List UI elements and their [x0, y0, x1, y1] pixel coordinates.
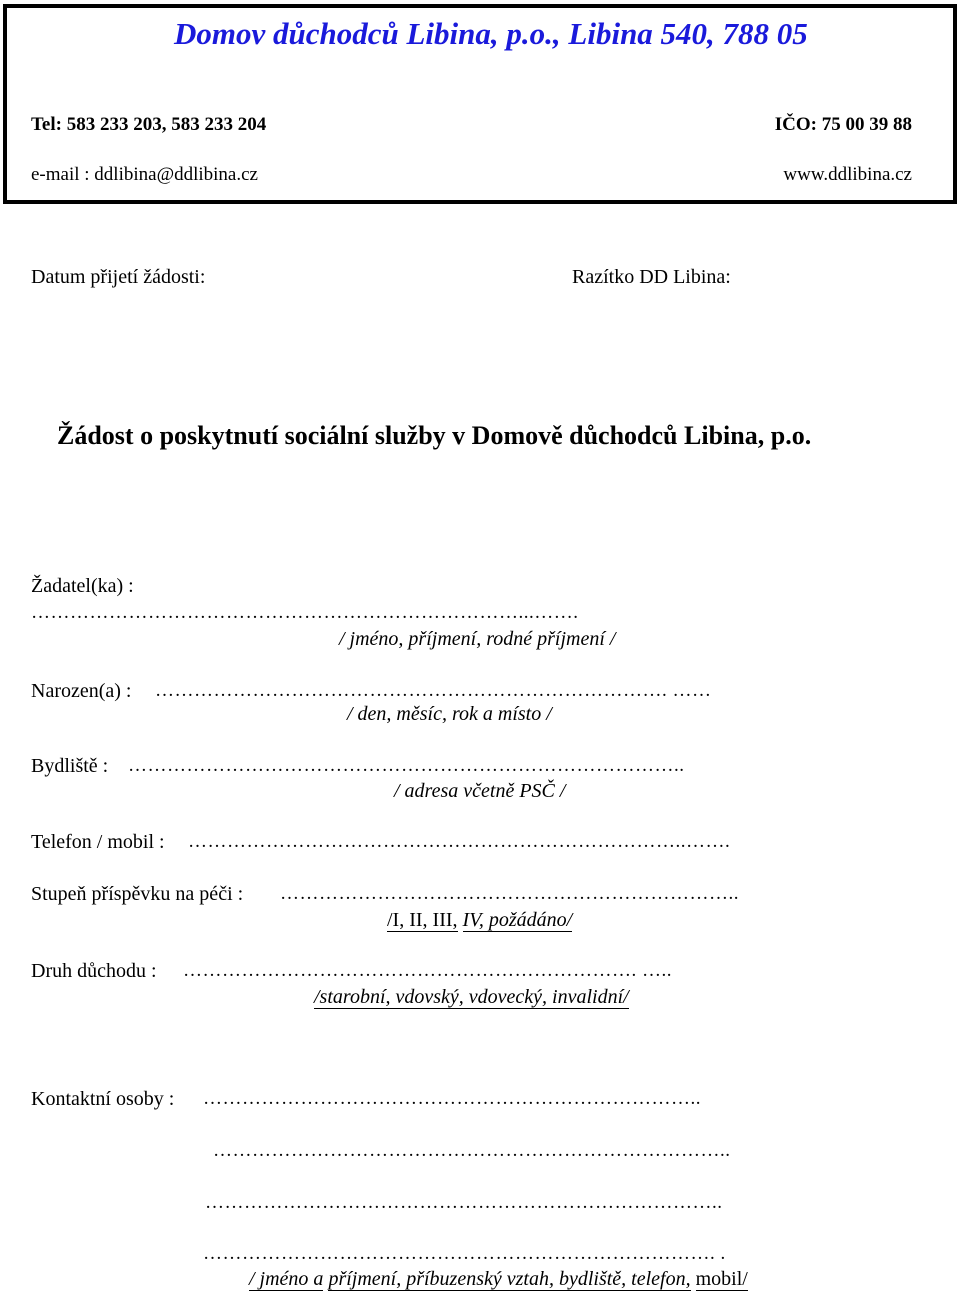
header-email: e-mail : ddlibina@ddlibina.cz: [31, 164, 258, 185]
care-hint-prefix: /I, II, III,: [387, 909, 458, 931]
born-label: Narozen(a) :: [31, 680, 132, 702]
organization-name: Domov důchodců Libina, p.o., Libina 540, 788 05: [174, 16, 808, 51]
phone-field[interactable]: …………………………………………………………………..…….: [188, 831, 731, 852]
contacts-hint: [249, 1268, 748, 1291]
contacts-field-3[interactable]: ……………………………………………………………………..: [205, 1192, 723, 1213]
residence-label: Bydliště :: [31, 755, 109, 777]
header-website: www.ddlibina.cz: [783, 164, 912, 185]
applicant-field[interactable]: …………………………………………………………………...…….: [31, 602, 579, 623]
born-hint: / den, měsíc, rok a místo /: [347, 703, 552, 725]
date-received-label: Datum přijetí žádosti:: [31, 266, 206, 288]
pension-label: Druh důchodu :: [31, 960, 157, 982]
contacts-field-4[interactable]: ……………………………………………………………………. .: [203, 1243, 726, 1264]
header-ico: IČO: 75 00 39 88: [774, 114, 912, 135]
pension-field[interactable]: ……………………………………………………………. …..: [183, 960, 672, 981]
residence-field[interactable]: …………………………………………………………………………..: [128, 755, 685, 776]
residence-hint: / adresa včetně PSČ /: [394, 780, 566, 802]
pension-hint-text: /starobní, vdovský, vdovecký, invalidní/: [314, 986, 629, 1008]
contacts-hint-part1: / jméno a: [249, 1268, 324, 1290]
care-allowance-label: Stupeň příspěvku na péči :: [31, 883, 244, 905]
contacts-label: Kontaktní osoby :: [31, 1088, 175, 1110]
applicant-hint: / jméno, příjmení, rodné příjmení /: [339, 628, 616, 650]
contacts-field-1[interactable]: …………………………………………………………………..: [203, 1088, 701, 1109]
contacts-hint-part3: mobil/: [695, 1268, 748, 1290]
care-allowance-hint: [387, 909, 572, 932]
header-phone: Tel: 583 233 203, 583 233 204: [31, 114, 267, 135]
applicant-label: Žadatel(ka) :: [31, 575, 134, 597]
born-field[interactable]: ……………………………………………………………………. ……: [155, 680, 712, 701]
care-hint-italic: IV, požádáno/: [462, 909, 573, 931]
phone-label: Telefon / mobil :: [31, 831, 165, 853]
care-allowance-field[interactable]: ……………………………………………………………..: [280, 883, 739, 904]
stamp-label: Razítko DD Libina:: [572, 266, 731, 288]
contacts-field-2[interactable]: ……………………………………………………………………..: [213, 1140, 731, 1161]
pension-hint: [314, 986, 629, 1009]
document-title: Žádost o poskytnutí sociální služby v Domově důchodců Libina, p.o.: [57, 421, 812, 450]
contacts-hint-part2: příjmení, příbuzenský vztah, bydliště, telefon,: [328, 1268, 691, 1290]
